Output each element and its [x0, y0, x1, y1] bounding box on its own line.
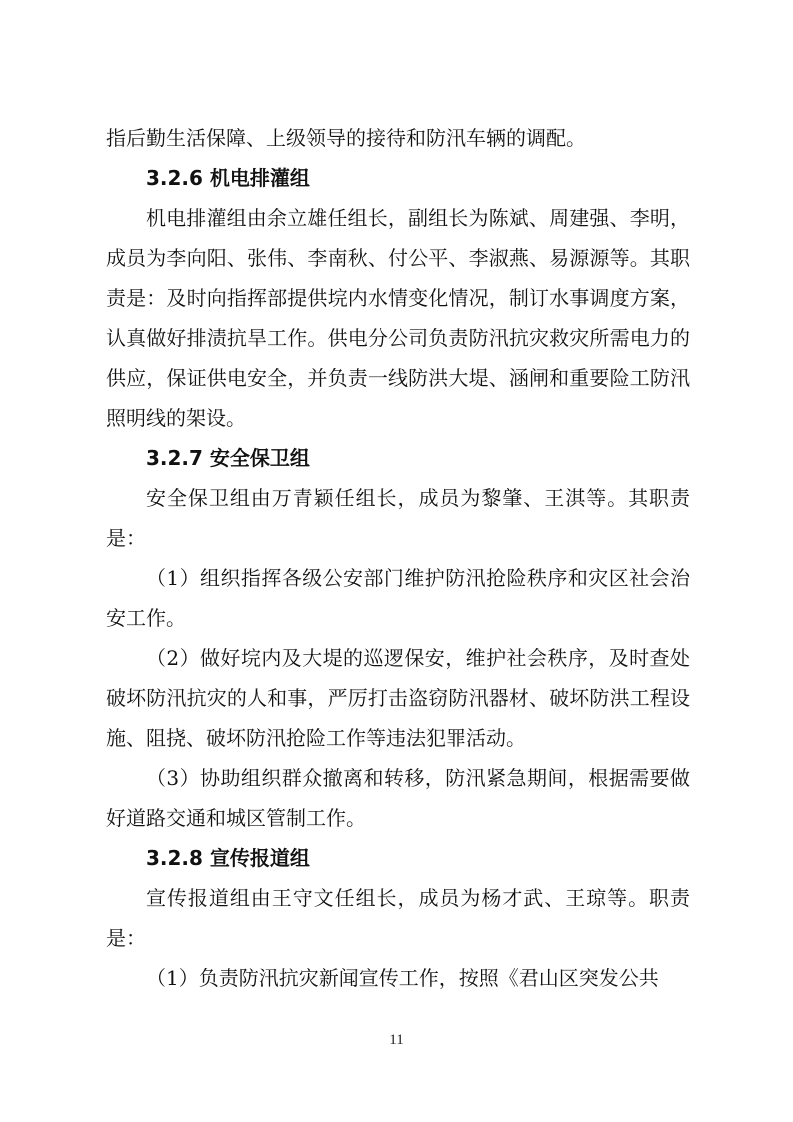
section-heading-3-2-7: [106, 438, 690, 478]
section-number: 3.2.8: [146, 846, 203, 870]
section-number: 3.2.6: [146, 166, 203, 190]
section-title: 宣传报道组: [209, 846, 310, 870]
paragraph-electromechanical-group: 机电排灌组由余立雄任组长，副组长为陈斌、周建强、李明，成员为李向阳、张伟、李南秋、付公平、李淑燕、易源源等。其职责是：及时向指挥部提供垸内水情变化情况，制订水事调度方案，认真做好排渍抗旱工作。供电分公司负责防汛抗灾救灾所需电力的供应，保证供电安全，并负责一线防洪大堤、涵闸和重要险工防汛照明线的架设。: [106, 206, 690, 430]
section-heading-3-2-6: [106, 158, 690, 198]
section-title: 安全保卫组: [209, 446, 310, 470]
section-heading-3-2-8: [106, 838, 690, 878]
page-number: 11: [389, 1032, 404, 1048]
document-body: [106, 118, 690, 998]
section-number: 3.2.7: [146, 446, 203, 470]
list-item-security-3: （3）协助组织群众撤离和转移，防汛紧急期间，根据需要做好道路交通和城区管制工作。: [106, 766, 690, 830]
paragraph-security-group: 安全保卫组由万青颖任组长，成员为黎肇、王淇等。其职责是：: [106, 486, 690, 550]
list-item-publicity-1: （1）负责防汛抗灾新闻宣传工作，按照《君山区突发公共: [146, 966, 659, 990]
list-item-security-1: （1）组织指挥各级公安部门维护防汛抢险秩序和灾区社会治安工作。: [106, 566, 690, 630]
paragraph-publicity-group: 宣传报道组由王守文任组长，成员为杨才武、王琼等。职责是：: [106, 886, 690, 950]
paragraph-logistics: 指后勤生活保障、上级领导的接待和防汛车辆的调配。: [106, 126, 586, 150]
section-title: 机电排灌组: [209, 166, 310, 190]
list-item-security-2: （2）做好垸内及大堤的巡逻保安，维护社会秩序，及时查处破坏防汛抗灾的人和事，严厉打击盗窃防汛器材、破坏防洪工程设施、阻挠、破坏防汛抢险工作等违法犯罪活动。: [106, 646, 690, 750]
